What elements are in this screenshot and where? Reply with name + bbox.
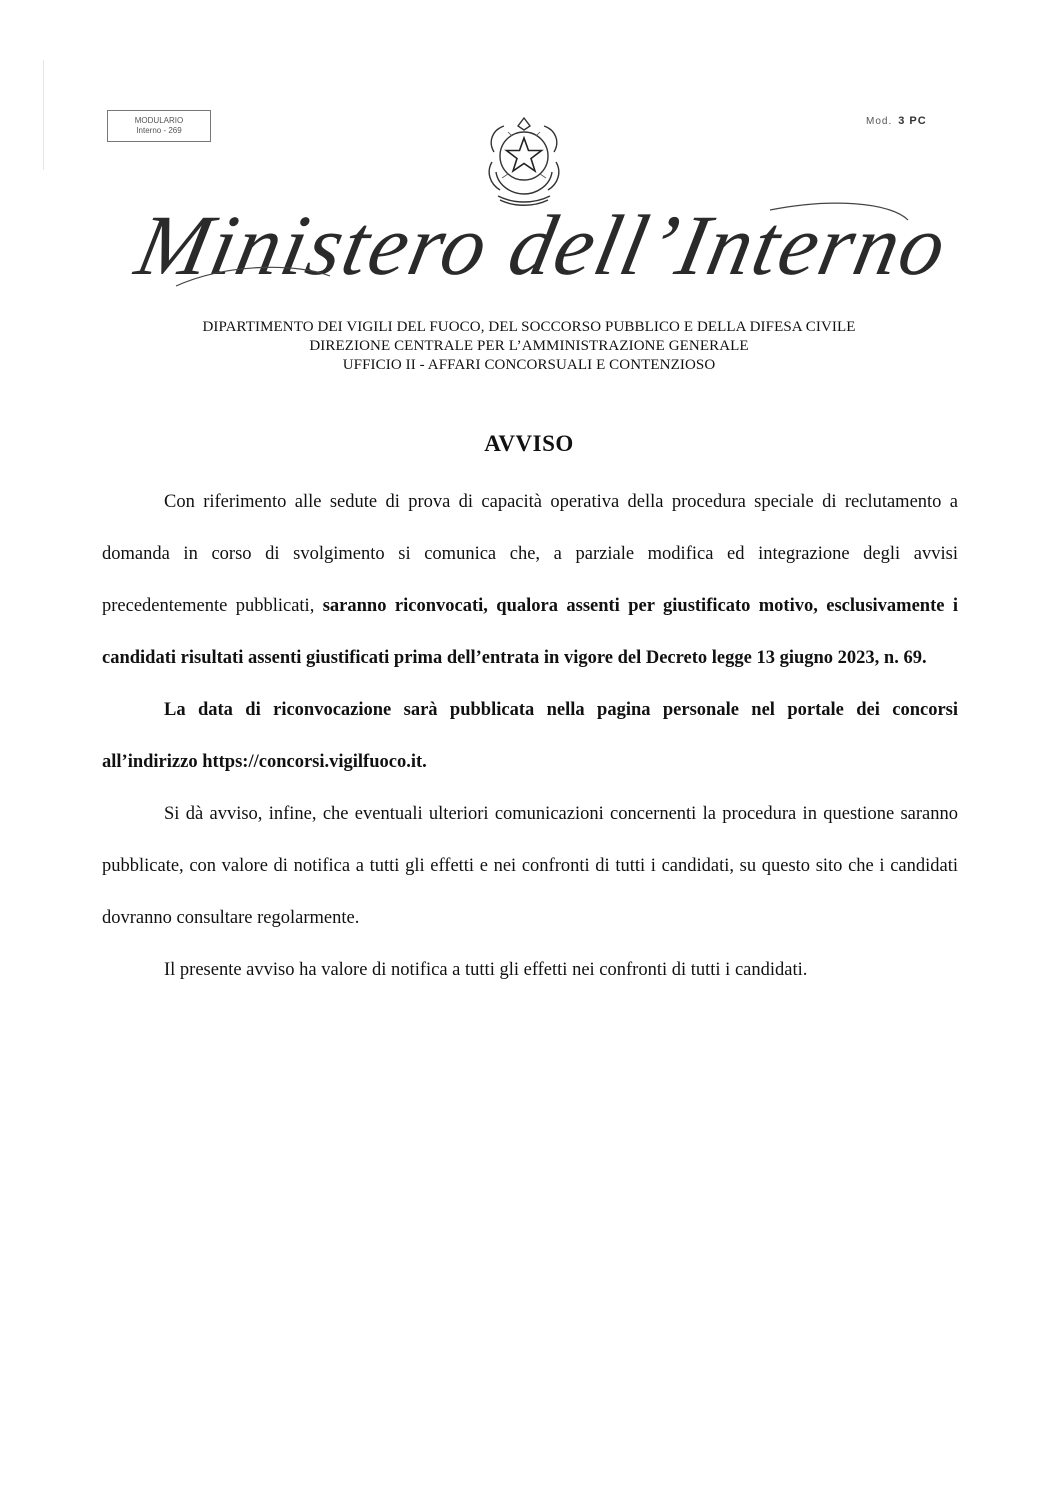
paragraph-1-bold: saranno riconvocati, qualora assenti per giustificato motivo, esclusivamente i candidati risultati assenti giustificati prima dell’entrata in vigore del Decreto legge 13 giugno 2023, n. 69. <box>102 596 958 668</box>
form-model-code <box>866 115 927 127</box>
paragraph-4: Il presente avviso ha valore di notifica a tutti gli effetti nei confronti di tutti i candidati. <box>164 960 808 980</box>
office-line: UFFICIO II - AFFARI CONCORSUALI E CONTENZIOSO <box>342 357 716 373</box>
mod-label: Mod. <box>866 116 893 127</box>
notice-title: AVVISO <box>484 431 574 456</box>
mod-number: 3 PC <box>898 115 927 127</box>
paragraph-2: La data di riconvocazione sarà pubblicata nella pagina personale nel portale dei concorsi all’indirizzo https://concorsi.vigilfuoco.it. <box>102 700 958 772</box>
ministry-script-logotype <box>128 190 957 300</box>
scan-edge-line <box>43 60 44 170</box>
directorate-line: DIREZIONE CENTRALE PER L’AMMINISTRAZIONE GENERALE <box>309 338 749 354</box>
modulario-box <box>107 110 211 142</box>
department-line: DIPARTIMENTO DEI VIGILI DEL FUOCO, DEL SOCCORSO PUBBLICO E DELLA DIFESA CIVILE <box>202 319 856 335</box>
notice-body <box>102 476 958 996</box>
paragraph-1 <box>102 476 958 684</box>
ministry-name: Ministero dell’Interno <box>128 197 957 293</box>
paragraph-1-text: Con riferimento alle sedute di prova di capacità operativa della procedura speciale di reclutamento a domanda in corso di svolgimento si comunica che, a parziale modifica ed integrazione degli avvisi precedentemente pubblicati, <box>102 492 958 616</box>
modulario-code: Interno - 269 <box>136 126 182 135</box>
paragraph-3: Si dà avviso, infine, che eventuali ulteriori comunicazioni concernenti la procedura in questione saranno pubblicate, con valore di notifica a tutti gli effetti e nei confronti di tutti i candidati, su questo sito che i candidati dovranno consultare regolarmente. <box>102 804 958 928</box>
department-header <box>0 318 1058 375</box>
modulario-label: MODULARIO <box>134 116 184 125</box>
